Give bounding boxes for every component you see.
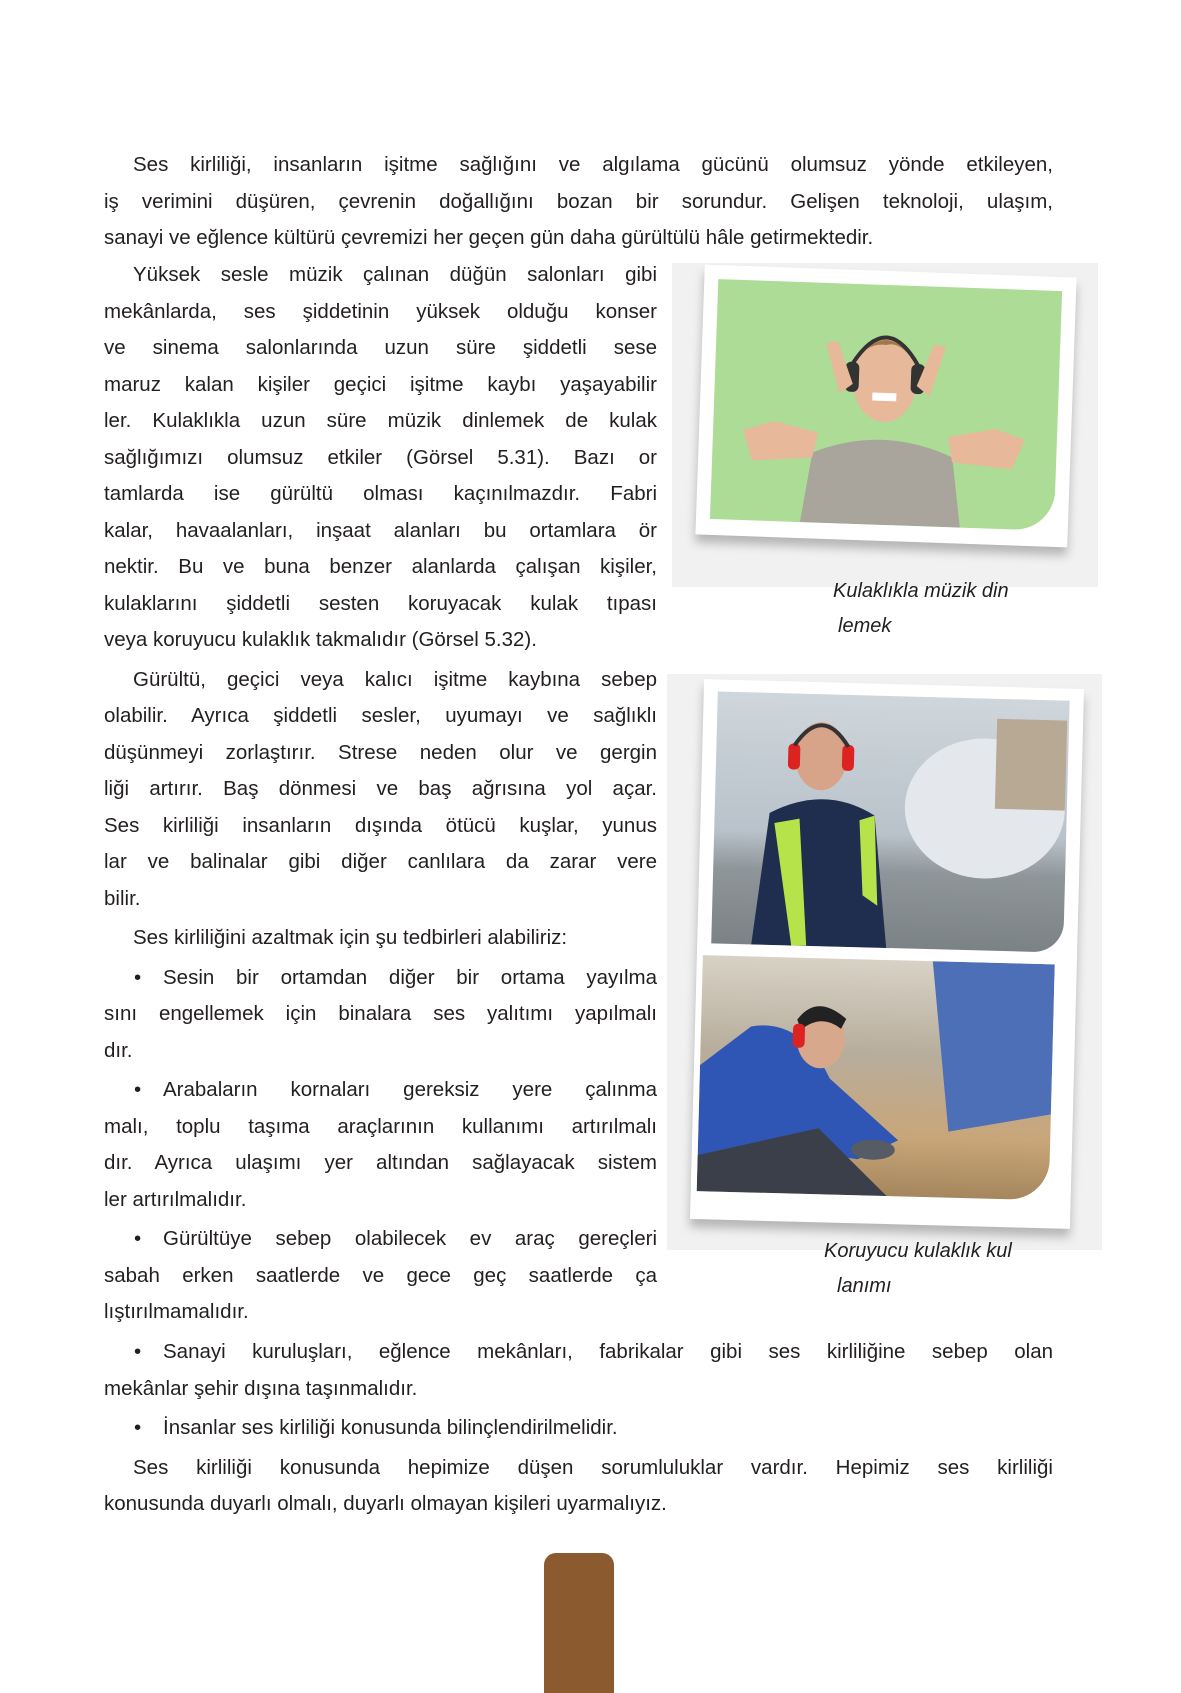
text-line [104,1371,1053,1408]
text-line [104,184,1053,221]
text-line-content: ve sinema salonlarında uzun süre şiddetli sese [104,336,657,359]
paragraph [104,662,657,918]
text-line [104,844,657,881]
text-line-content: Ses kirliliği konusunda hepimize düşen sorumluluklar vardır. Hepimiz ses kirliliği [133,1455,1053,1479]
text-line-content: dır. Ayrıca ulaşımı yer altından sağlayacak sistem [104,1151,657,1174]
text-line [104,586,657,623]
boy-headphones-illustration [710,279,1062,531]
text-line [104,1486,1053,1523]
text-line [104,920,657,957]
factory-worker-illustration [697,955,1055,1200]
paragraph [104,920,657,957]
text-line [104,1145,657,1182]
text-line [104,662,657,699]
text-line [104,1033,657,1070]
text-line-content: Arabaların kornaları gereksiz yere çalınma [163,1078,657,1101]
text-line-content: dır. [104,1038,133,1062]
intro-paragraph [104,144,1053,257]
text-line-content: mekânlarda, ses şiddetinin yüksek olduğu konser [104,299,657,323]
text-line [104,960,657,997]
caption-line: Kulaklıkla müzik din [833,580,1009,602]
text-line-content: mekânlar şehir dışına taşınmalıdır. [104,1376,418,1400]
text-line-content: lıştırılmamalıdır. [104,1300,249,1323]
photo-boy-with-headphones [710,279,1062,531]
text-line [104,1072,657,1109]
figure-caption [833,574,1009,644]
page-number-tab [544,1553,614,1693]
caption-line: lemek [838,615,892,637]
text-line-content: Ses kirliliği, insanların işitme sağlığını ve algılama gücünü olumsuz yönde etkileyen, [133,153,1053,176]
text-line [104,1182,657,1219]
text-line [104,1258,657,1295]
bullet-icon: • [134,965,142,989]
photo-card [695,265,1076,548]
text-line-content: Gürültüye sebep olabilecek ev araç gereçleri [163,1227,657,1250]
photo-airport-worker [711,691,1069,952]
figure-caption [824,1234,1012,1304]
text-line-content: Gürültü, geçici veya kalıcı işitme kaybına sebep [133,667,657,691]
text-line [104,622,657,659]
bullet-item [104,1221,657,1331]
text-line [104,1294,657,1331]
text-line [104,735,657,772]
bullet-icon: • [134,1078,142,1101]
text-line-content: sabah erken saatlerde ve gece geç saatlerde ça [104,1263,657,1287]
text-line [104,476,657,513]
text-line-content: ler. Kulaklıkla uzun süre müzik dinlemek de kulak [104,409,657,432]
text-line-content: İnsanlar ses kirliliği konusunda bilinçlendirilmelidir. [163,1416,618,1439]
caption-line: Koruyucu kulaklık kul [824,1240,1012,1262]
text-line [104,771,657,808]
text-line-content: kulaklarını şiddetli sesten koruyacak kulak tıpası [104,591,657,615]
text-line-content: Ses kirliliğini azaltmak için şu tedbirleri alabiliriz: [133,926,568,949]
bullet-icon: • [134,1227,142,1250]
text-line-content: malı, toplu taşıma araçlarının kullanımı artırılmalı [104,1114,657,1138]
full-width-text [104,1331,1053,1523]
text-line-content: veya koruyucu kulaklık takmalıdır (Görsel 5.32). [104,628,537,651]
text-line-content: ler artırılmalıdır. [104,1187,247,1211]
figure-5-32 [667,674,1102,1250]
text-line [104,996,657,1033]
text-line [104,1410,1053,1447]
text-line-content: olabilir. Ayrıca şiddetli sesler, uyumayı ve sağlıklı [104,704,657,727]
text-line [104,220,1053,257]
text-line-content: sağlığımızı olumsuz etkiler (Görsel 5.31). Bazı or [104,445,657,469]
text-line-content: konusunda duyarlı olmalı, duyarlı olmayan kişileri uyarmalıyız. [104,1492,667,1515]
bullet-icon: • [134,1416,142,1439]
text-line-content: düşünmeyi zorlaştırır. Strese neden olur ve gergin [104,740,657,764]
paragraph [104,257,657,659]
text-line [104,367,657,404]
bullet-item [104,1072,657,1218]
airport-worker-illustration [711,691,1069,952]
text-line [104,294,657,331]
text-line [104,403,657,440]
text-line [104,881,657,918]
text-line-content: iş verimini düşüren, çevrenin doğallığını bozan bir sorundur. Gelişen teknoloji, ulaşım, [104,189,1053,213]
figure-5-31 [672,263,1098,587]
text-line [104,1334,1053,1371]
text-line [104,257,657,294]
text-line-content: bilir. [104,886,141,910]
text-line [104,330,657,367]
bullet-item [104,960,657,1070]
text-line-content: Sesin bir ortamdan diğer bir ortama yayılma [163,965,657,989]
text-line-content: maruz kalan kişiler geçici işitme kaybı yaşayabilir [104,372,657,396]
bullet-item [104,1410,1053,1447]
photo-card [690,679,1084,1229]
caption-line: lanımı [837,1275,892,1297]
text-line [104,1109,657,1146]
text-line [104,1450,1053,1487]
text-line-content: lar ve balinalar gibi diğer canlılara da zarar vere [104,850,657,873]
text-line-content: Sanayi kuruluşları, eğlence mekânları, fabrikalar gibi ses kirliliğine sebep olan [163,1340,1053,1363]
photo-factory-worker [697,955,1055,1200]
narrow-column-text [104,254,657,1331]
text-line [104,513,657,550]
text-line-content: Yüksek sesle müzik çalınan düğün salonları gibi [133,263,657,286]
text-line [104,147,1053,184]
paragraph [104,147,1053,257]
text-line [104,808,657,845]
text-line-content: liği artırır. Baş dönmesi ve baş ağrısına yol açar. [104,777,657,800]
text-line [104,440,657,477]
paragraph [104,1450,1053,1523]
bullet-icon: • [134,1340,142,1363]
text-line [104,549,657,586]
text-line-content: tamlarda ise gürültü olması kaçınılmazdır. Fabri [104,482,657,505]
bullet-item [104,1334,1053,1407]
text-line-content: nektir. Bu ve buna benzer alanlarda çalışan kişiler, [104,555,657,578]
text-line-content: Ses kirliliği insanların dışında ötücü kuşlar, yunus [104,813,657,837]
text-line-content: kalar, havaalanları, inşaat alanları bu ortamlara ör [104,518,657,542]
text-line [104,698,657,735]
text-line-content: sını engellemek için binalara ses yalıtımı yapılmalı [104,1002,657,1025]
text-line-content: sanayi ve eğlence kültürü çevremizi her geçen gün daha gürültülü hâle getirmektedir. [104,226,874,249]
text-line [104,1221,657,1258]
